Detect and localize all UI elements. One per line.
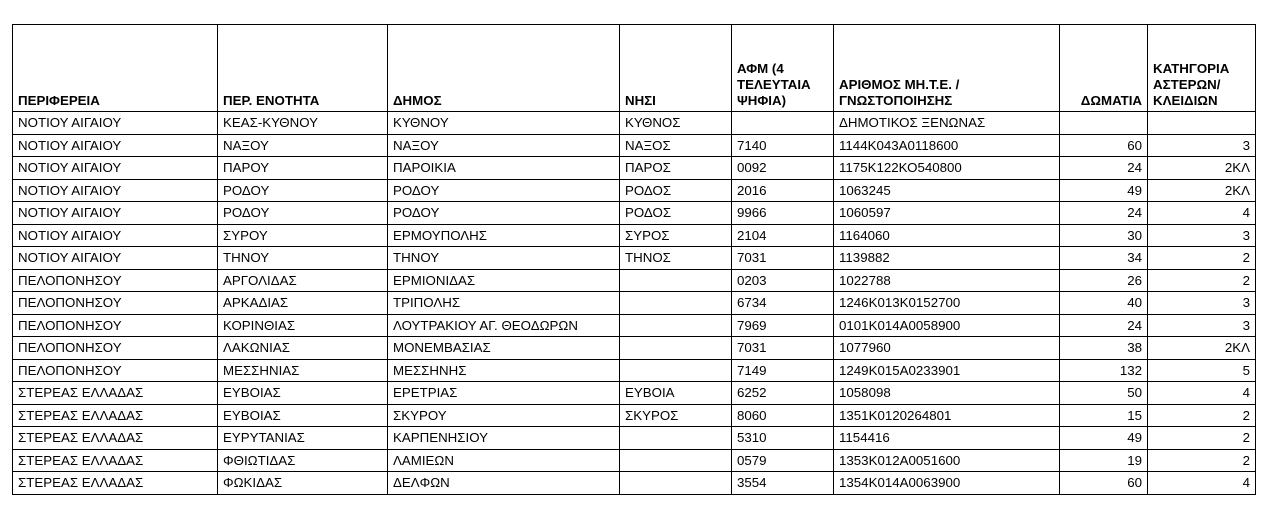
cell-municipality: ΤΗΝΟΥ [388, 247, 620, 270]
table-row [13, 337, 1256, 360]
header-afm: ΑΦΜ (4 ΤΕΛΕΥΤΑΙΑ ΨΗΦΙΑ) [732, 25, 834, 112]
cell-island [620, 427, 732, 450]
cell-region: ΝΟΤΙΟΥ ΑΙΓΑΙΟΥ [13, 112, 218, 135]
cell-municipality: ΚΑΡΠΕΝΗΣΙΟΥ [388, 427, 620, 450]
cell-island: ΡΟΔΟΣ [620, 202, 732, 225]
cell-regional-unit: ΣΥΡΟΥ [218, 224, 388, 247]
cell-region: ΝΟΤΙΟΥ ΑΙΓΑΙΟΥ [13, 134, 218, 157]
table-row [13, 134, 1256, 157]
cell-mhte-number: 1144Κ043Α0118600 [834, 134, 1060, 157]
cell-island: ΚΥΘΝΟΣ [620, 112, 732, 135]
cell-afm: 0092 [732, 157, 834, 180]
cell-regional-unit: ΠΑΡΟΥ [218, 157, 388, 180]
cell-regional-unit: ΑΡΚΑΔΙΑΣ [218, 292, 388, 315]
cell-afm: 8060 [732, 404, 834, 427]
cell-category: 2 [1148, 247, 1256, 270]
cell-afm: 7149 [732, 359, 834, 382]
cell-island [620, 472, 732, 495]
cell-regional-unit: ΡΟΔΟΥ [218, 202, 388, 225]
table-row [13, 404, 1256, 427]
cell-mhte-number: 1351Κ0120264801 [834, 404, 1060, 427]
cell-category: 2 [1148, 269, 1256, 292]
cell-municipality: ΜΟΝΕΜΒΑΣΙΑΣ [388, 337, 620, 360]
cell-regional-unit: ΦΩΚΙΔΑΣ [218, 472, 388, 495]
cell-rooms [1060, 112, 1148, 135]
cell-category: 4 [1148, 382, 1256, 405]
cell-region: ΝΟΤΙΟΥ ΑΙΓΑΙΟΥ [13, 224, 218, 247]
cell-rooms: 49 [1060, 179, 1148, 202]
cell-mhte-number: 1022788 [834, 269, 1060, 292]
header-rooms: ΔΩΜΑΤΙΑ [1060, 25, 1148, 112]
cell-island [620, 449, 732, 472]
header-row [13, 25, 1256, 112]
cell-category: 3 [1148, 224, 1256, 247]
cell-island: ΤΗΝΟΣ [620, 247, 732, 270]
table-row [13, 292, 1256, 315]
cell-region: ΠΕΛΟΠΟΝΗΣΟΥ [13, 359, 218, 382]
cell-municipality: ΕΡΜΟΥΠΟΛΗΣ [388, 224, 620, 247]
cell-rooms: 24 [1060, 157, 1148, 180]
accommodation-table [12, 24, 1256, 495]
cell-mhte-number: 1175Κ122ΚΟ540800 [834, 157, 1060, 180]
cell-category: 2 [1148, 449, 1256, 472]
cell-category: 4 [1148, 472, 1256, 495]
cell-mhte-number: 0101Κ014Α0058900 [834, 314, 1060, 337]
cell-municipality: ΕΡΜΙΟΝΙΔΑΣ [388, 269, 620, 292]
cell-rooms: 26 [1060, 269, 1148, 292]
cell-region: ΝΟΤΙΟΥ ΑΙΓΑΙΟΥ [13, 157, 218, 180]
cell-island [620, 314, 732, 337]
cell-mhte-number: 1139882 [834, 247, 1060, 270]
cell-afm: 0579 [732, 449, 834, 472]
header-island: ΝΗΣΙ [620, 25, 732, 112]
table-row [13, 427, 1256, 450]
table-row [13, 112, 1256, 135]
cell-category: 2 [1148, 404, 1256, 427]
table-row [13, 269, 1256, 292]
cell-rooms: 40 [1060, 292, 1148, 315]
cell-regional-unit: ΚΕΑΣ-ΚΥΘΝΟΥ [218, 112, 388, 135]
table-row [13, 157, 1256, 180]
cell-rooms: 50 [1060, 382, 1148, 405]
cell-category: 3 [1148, 292, 1256, 315]
cell-category: 4 [1148, 202, 1256, 225]
cell-afm: 7031 [732, 337, 834, 360]
cell-municipality: ΠΑΡΟΙΚΙΑ [388, 157, 620, 180]
cell-island [620, 269, 732, 292]
cell-region: ΝΟΤΙΟΥ ΑΙΓΑΙΟΥ [13, 247, 218, 270]
cell-island: ΕΥΒΟΙΑ [620, 382, 732, 405]
cell-municipality: ΝΑΞΟΥ [388, 134, 620, 157]
cell-mhte-number: 1154416 [834, 427, 1060, 450]
cell-mhte-number: 1063245 [834, 179, 1060, 202]
cell-municipality: ΜΕΣΣΗΝΗΣ [388, 359, 620, 382]
table-row [13, 179, 1256, 202]
cell-category: 3 [1148, 314, 1256, 337]
cell-municipality: ΡΟΔΟΥ [388, 202, 620, 225]
cell-regional-unit: ΚΟΡΙΝΘΙΑΣ [218, 314, 388, 337]
cell-rooms: 15 [1060, 404, 1148, 427]
cell-island [620, 292, 732, 315]
cell-afm: 2016 [732, 179, 834, 202]
header-mhte-number: ΑΡΙΘΜΟΣ ΜΗ.Τ.Ε. / ΓΝΩΣΤΟΠΟΙΗΣΗΣ [834, 25, 1060, 112]
cell-municipality: ΛΟΥΤΡΑΚΙΟΥ ΑΓ. ΘΕΟΔΩΡΩΝ [388, 314, 620, 337]
cell-rooms: 34 [1060, 247, 1148, 270]
cell-afm: 6734 [732, 292, 834, 315]
header-region: ΠΕΡΙΦΕΡΕΙΑ [13, 25, 218, 112]
table-row [13, 359, 1256, 382]
cell-afm: 7969 [732, 314, 834, 337]
cell-regional-unit: ΜΕΣΣΗΝΙΑΣ [218, 359, 388, 382]
header-regional-unit: ΠΕΡ. ΕΝΟΤΗΤΑ [218, 25, 388, 112]
cell-island [620, 359, 732, 382]
cell-rooms: 60 [1060, 134, 1148, 157]
cell-region: ΣΤΕΡΕΑΣ ΕΛΛΑΔΑΣ [13, 404, 218, 427]
header-municipality: ΔΗΜΟΣ [388, 25, 620, 112]
cell-rooms: 132 [1060, 359, 1148, 382]
cell-island: ΣΚΥΡΟΣ [620, 404, 732, 427]
cell-mhte-number: 1164060 [834, 224, 1060, 247]
cell-afm: 5310 [732, 427, 834, 450]
cell-afm: 9966 [732, 202, 834, 225]
table-row [13, 247, 1256, 270]
cell-afm: 2104 [732, 224, 834, 247]
cell-region: ΠΕΛΟΠΟΝΗΣΟΥ [13, 314, 218, 337]
cell-category: 2ΚΛ [1148, 179, 1256, 202]
cell-mhte-number: 1077960 [834, 337, 1060, 360]
cell-region: ΠΕΛΟΠΟΝΗΣΟΥ [13, 269, 218, 292]
cell-municipality: ΛΑΜΙΕΩΝ [388, 449, 620, 472]
cell-rooms: 24 [1060, 202, 1148, 225]
cell-category [1148, 112, 1256, 135]
cell-regional-unit: ΑΡΓΟΛΙΔΑΣ [218, 269, 388, 292]
cell-regional-unit: ΝΑΞΟΥ [218, 134, 388, 157]
cell-regional-unit: ΕΥΒΟΙΑΣ [218, 382, 388, 405]
cell-municipality: ΚΥΘΝΟΥ [388, 112, 620, 135]
cell-regional-unit: ΡΟΔΟΥ [218, 179, 388, 202]
cell-mhte-number: 1353Κ012Α0051600 [834, 449, 1060, 472]
cell-afm [732, 112, 834, 135]
table-row [13, 202, 1256, 225]
cell-island: ΝΑΞΟΣ [620, 134, 732, 157]
table-row [13, 449, 1256, 472]
cell-rooms: 19 [1060, 449, 1148, 472]
cell-regional-unit: ΦΘΙΩΤΙΔΑΣ [218, 449, 388, 472]
cell-regional-unit: ΤΗΝΟΥ [218, 247, 388, 270]
cell-municipality: ΣΚΥΡΟΥ [388, 404, 620, 427]
cell-category: 5 [1148, 359, 1256, 382]
cell-region: ΣΤΕΡΕΑΣ ΕΛΛΑΔΑΣ [13, 427, 218, 450]
cell-municipality: ΕΡΕΤΡΙΑΣ [388, 382, 620, 405]
cell-afm: 6252 [732, 382, 834, 405]
cell-island: ΡΟΔΟΣ [620, 179, 732, 202]
cell-municipality: ΡΟΔΟΥ [388, 179, 620, 202]
cell-region: ΠΕΛΟΠΟΝΗΣΟΥ [13, 292, 218, 315]
cell-region: ΣΤΕΡΕΑΣ ΕΛΛΑΔΑΣ [13, 449, 218, 472]
cell-mhte-number: 1249Κ015Α0233901 [834, 359, 1060, 382]
cell-rooms: 49 [1060, 427, 1148, 450]
cell-rooms: 24 [1060, 314, 1148, 337]
table-body [13, 112, 1256, 495]
cell-municipality: ΤΡΙΠΟΛΗΣ [388, 292, 620, 315]
cell-island: ΠΑΡΟΣ [620, 157, 732, 180]
cell-island [620, 337, 732, 360]
cell-rooms: 30 [1060, 224, 1148, 247]
cell-rooms: 38 [1060, 337, 1148, 360]
cell-mhte-number: 1060597 [834, 202, 1060, 225]
cell-rooms: 60 [1060, 472, 1148, 495]
table-row [13, 472, 1256, 495]
cell-regional-unit: ΕΥΡΥΤΑΝΙΑΣ [218, 427, 388, 450]
table-row [13, 314, 1256, 337]
cell-regional-unit: ΛΑΚΩΝΙΑΣ [218, 337, 388, 360]
cell-region: ΝΟΤΙΟΥ ΑΙΓΑΙΟΥ [13, 202, 218, 225]
cell-category: 2 [1148, 427, 1256, 450]
table-row [13, 224, 1256, 247]
table-row [13, 382, 1256, 405]
cell-mhte-number: ΔΗΜΟΤΙΚΟΣ ΞΕΝΩΝΑΣ [834, 112, 1060, 135]
cell-region: ΣΤΕΡΕΑΣ ΕΛΛΑΔΑΣ [13, 472, 218, 495]
cell-category: 2ΚΛ [1148, 337, 1256, 360]
cell-category: 3 [1148, 134, 1256, 157]
cell-regional-unit: ΕΥΒΟΙΑΣ [218, 404, 388, 427]
cell-afm: 3554 [732, 472, 834, 495]
cell-afm: 7031 [732, 247, 834, 270]
cell-region: ΠΕΛΟΠΟΝΗΣΟΥ [13, 337, 218, 360]
cell-mhte-number: 1058098 [834, 382, 1060, 405]
cell-mhte-number: 1354Κ014Α0063900 [834, 472, 1060, 495]
cell-municipality: ΔΕΛΦΩΝ [388, 472, 620, 495]
header-category: ΚΑΤΗΓΟΡΙΑ ΑΣΤΕΡΩΝ/ ΚΛΕΙΔΙΩΝ [1148, 25, 1256, 112]
cell-category: 2ΚΛ [1148, 157, 1256, 180]
cell-afm: 7140 [732, 134, 834, 157]
cell-mhte-number: 1246Κ013Κ0152700 [834, 292, 1060, 315]
cell-region: ΣΤΕΡΕΑΣ ΕΛΛΑΔΑΣ [13, 382, 218, 405]
cell-region: ΝΟΤΙΟΥ ΑΙΓΑΙΟΥ [13, 179, 218, 202]
cell-afm: 0203 [732, 269, 834, 292]
cell-island: ΣΥΡΟΣ [620, 224, 732, 247]
